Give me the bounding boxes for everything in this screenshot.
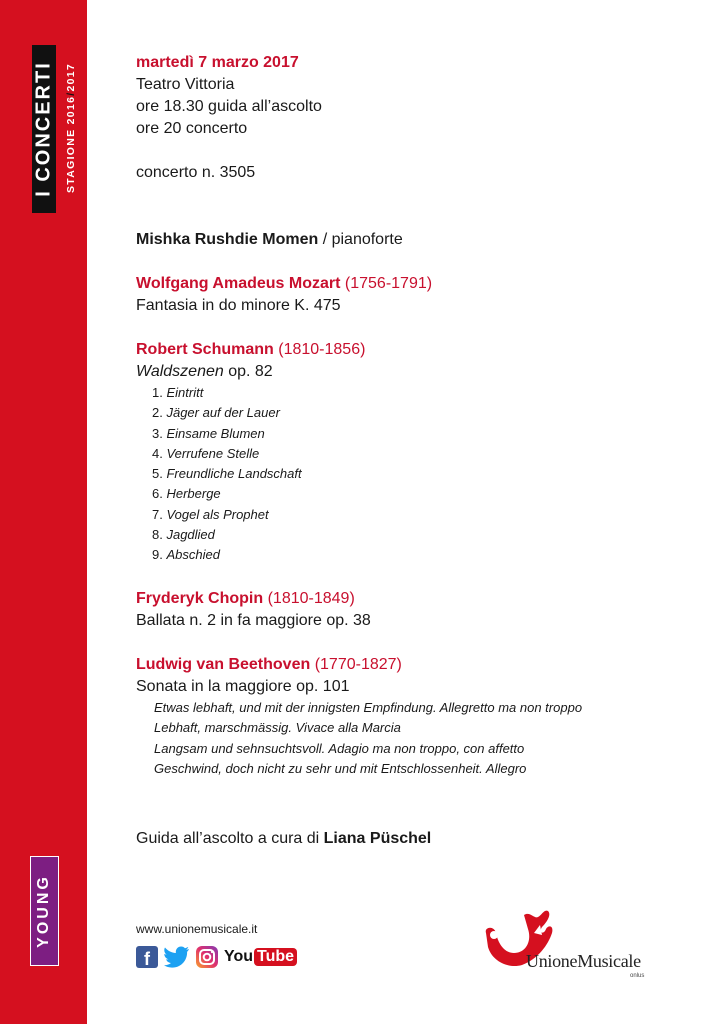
movement-item: Lebhaft, marschmässig. Vivace alla Marcia — [154, 720, 401, 736]
event-date: martedì 7 marzo 2017 — [136, 54, 299, 71]
twitter-icon[interactable] — [164, 946, 190, 968]
concert-time: ore 20 concerto — [136, 120, 248, 137]
movement-item: 7. Vogel als Prophet — [152, 506, 269, 522]
guide-name: Liana Püschel — [323, 829, 432, 847]
movement-item: 2. Jäger auf der Lauer — [152, 405, 280, 421]
movement-item: 8. Jagdlied — [152, 527, 215, 543]
movement-item: Etwas lebhaft, und mit der innigsten Empfindung. Allegretto ma non troppo — [154, 699, 583, 715]
composer-name: Ludwig van Beethoven — [136, 655, 311, 673]
movement-item: 3. Einsame Blumen — [152, 425, 265, 441]
program-item — [136, 273, 696, 317]
composer-years: (1810-1849) — [267, 589, 355, 607]
program-item — [136, 588, 696, 632]
performer-name: Mishka Rushdie Momen — [136, 231, 319, 248]
work-title: Fantasia in do minore K. 475 — [136, 297, 341, 314]
concert-number: concerto n. 3505 — [136, 164, 256, 181]
movement-item: 5. Freundliche Landschaft — [152, 466, 302, 482]
movement-item: Langsam und sehnsuchtsvoll. Adagio ma non troppo, con affetto — [154, 740, 525, 756]
logo-suffix: onlus — [630, 973, 645, 979]
movement-item: Geschwind, doch nicht zu sehr und mit Entschlossenheit. Allegro — [154, 761, 527, 777]
movement-item: 6. Herberge — [152, 486, 221, 502]
movement-item: 9. Abschied — [152, 547, 220, 563]
program-content — [136, 52, 696, 850]
work-title: Sonata in la maggiore op. 101 — [136, 677, 350, 695]
movement-list — [136, 383, 696, 566]
program-item — [136, 654, 696, 780]
composer-years: (1810-1856) — [278, 341, 366, 358]
composer-name: Wolfgang Amadeus Mozart — [136, 275, 341, 292]
composer-years: (1770-1827) — [314, 655, 402, 673]
composer-name: Fryderyk Chopin — [136, 589, 264, 607]
performer — [136, 229, 696, 251]
sidebar — [0, 0, 87, 1024]
guide-credit: Guida all’ascolto a cura di Liana Püschel — [136, 829, 432, 847]
performer-role: / pianoforte — [318, 231, 403, 248]
movement-item: 1. Eintritt — [152, 385, 204, 400]
website-link[interactable]: www.unionemusicale.it — [136, 922, 258, 936]
movement-item: 4. Verrufene Stelle — [152, 445, 260, 461]
social-links — [136, 945, 297, 969]
event-venue: Teatro Vittoria — [136, 76, 235, 93]
guide-time: ore 18.30 guida all’ascolto — [136, 98, 322, 115]
work-title: Ballata n. 2 in fa maggiore op. 38 — [136, 611, 371, 629]
facebook-icon[interactable]: f — [136, 946, 158, 968]
young-label: YOUNG — [35, 874, 52, 948]
movement-list — [136, 698, 696, 780]
work-title: Waldszenen op. 82 — [136, 363, 273, 380]
composer-years: (1756-1791) — [344, 275, 433, 292]
season-label: STAGIONE 2016/2017 — [65, 62, 77, 194]
instagram-icon[interactable] — [196, 946, 218, 968]
composer-name: Robert Schumann — [136, 341, 274, 358]
logo-name: UnioneMusicale — [526, 951, 641, 971]
program-item — [136, 339, 696, 566]
series-title: I CONCERTI — [32, 61, 55, 197]
unione-musicale-logo — [482, 905, 662, 985]
youtube-icon[interactable]: You Tube — [224, 948, 297, 966]
